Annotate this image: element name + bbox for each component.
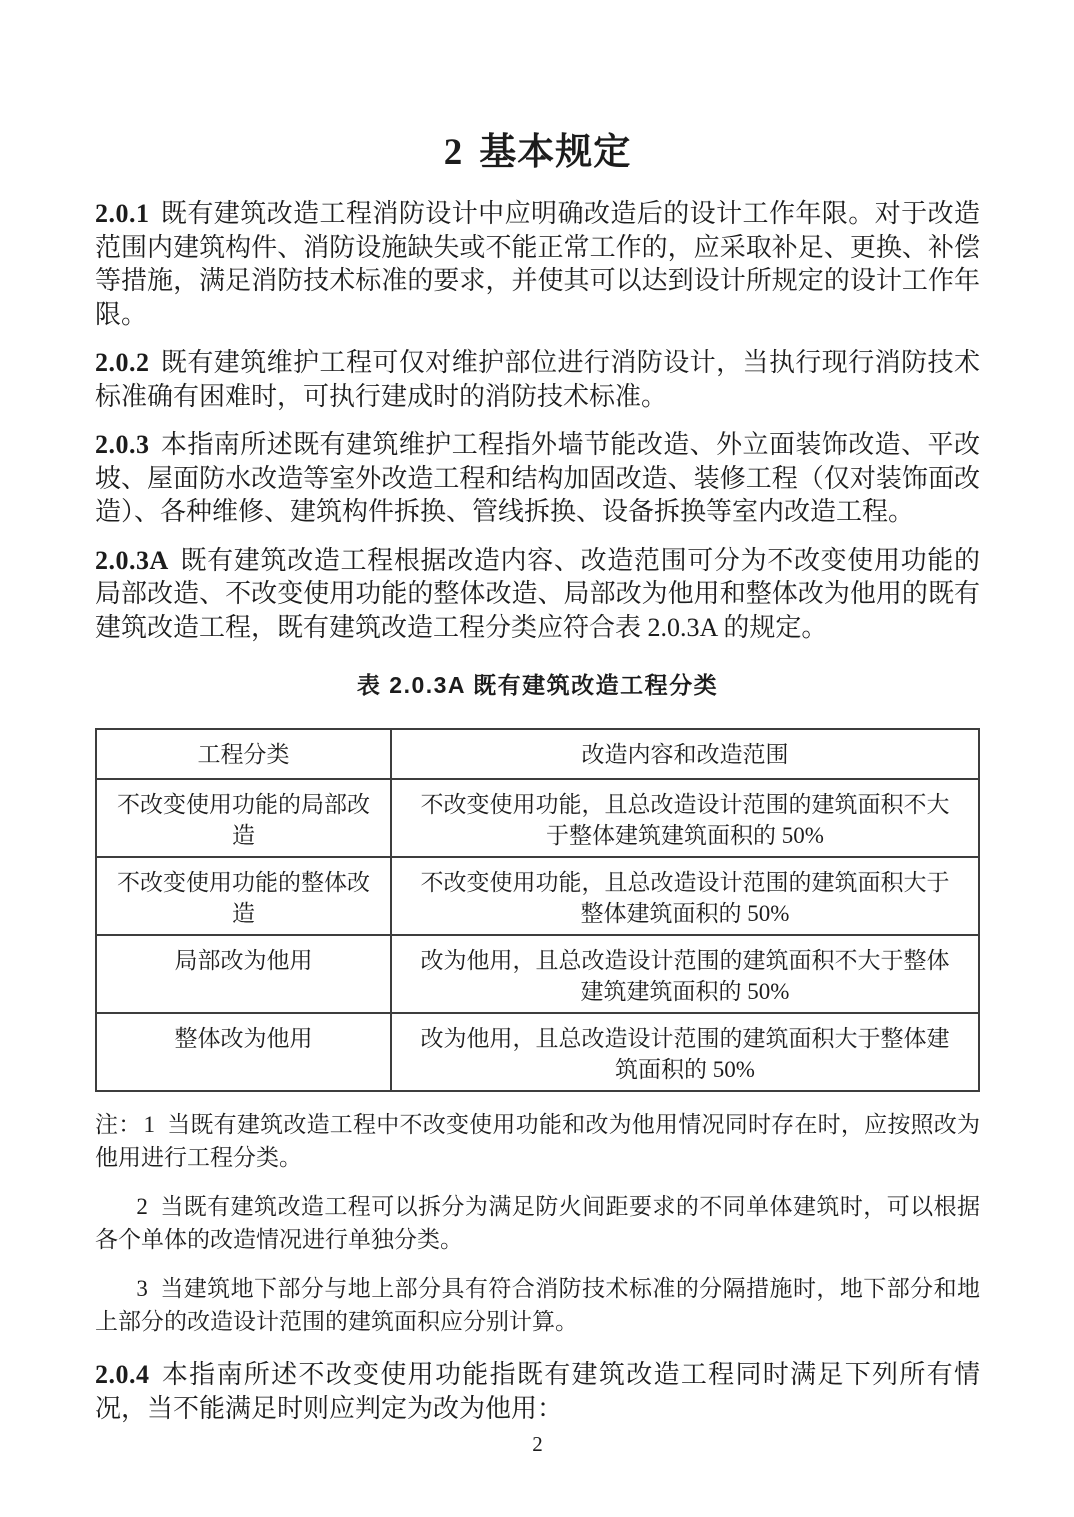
table-header-scope: 改造内容和改造范围 [391, 729, 979, 779]
clause-number: 2.0.4 [95, 1360, 150, 1389]
clause-text: 本指南所述既有建筑维护工程指外墙节能改造、外立面装饰改造、平改坡、屋面防水改造等室外改造工程和结构加固改造、装修工程（仅对装饰面改造）、各种维修、建筑构件拆换、管线拆换、设备拆换等室内改造工程。 [95, 430, 980, 526]
clause-text: 既有建筑维护工程可仅对维护部位进行消防设计，当执行现行消防技术标准确有困难时，可执行建成时的消防技术标准。 [95, 348, 980, 411]
table-row [96, 779, 979, 857]
clause-2-0-3A [95, 544, 980, 645]
clause-text: 既有建筑改造工程消防设计中应明确改造后的设计工作年限。对于改造范围内建筑构件、消防设施缺失或不能正常工作的，应采取补足、更换、补偿等措施，满足消防技术标准的要求，并使其可以达到设计所规定的设计工作年限。 [95, 199, 980, 329]
page-number: 2 [532, 1432, 543, 1456]
table-note-3 [95, 1272, 980, 1338]
cell-category: 局部改为他用 [96, 935, 391, 1013]
cell-category: 不改变使用功能的局部改造 [96, 779, 391, 857]
clause-number: 2.0.1 [95, 199, 150, 228]
clause-number: 2.0.2 [95, 348, 150, 377]
note-number: 1 [143, 1112, 155, 1137]
page-title [95, 133, 980, 173]
clause-number: 2.0.3 [95, 430, 150, 459]
table-row [96, 857, 979, 935]
cell-scope: 不改变使用功能，且总改造设计范围的建筑面积不大于整体建筑建筑面积的 50% [391, 779, 979, 857]
chapter-title-text: 基本规定 [479, 132, 632, 173]
clause-2-0-2 [95, 346, 980, 413]
cell-scope: 改为他用，且总改造设计范围的建筑面积大于整体建筑面积的 50% [391, 1013, 979, 1091]
cell-category: 不改变使用功能的整体改造 [96, 857, 391, 935]
table-caption: 表 2.0.3A 既有建筑改造工程分类 [356, 672, 719, 698]
note-text: 当既有建筑改造工程可以拆分为满足防火间距要求的不同单体建筑时，可以根据各个单体的改造情况进行单独分类。 [95, 1194, 980, 1252]
note-text: 当既有建筑改造工程中不改变使用功能和改为他用情况同时存在时，应按照改为他用进行工程分类。 [95, 1112, 981, 1170]
table-note-2 [95, 1190, 980, 1256]
table-row [96, 1013, 979, 1091]
cell-category: 整体改为他用 [96, 1013, 391, 1091]
clause-2-0-3 [95, 428, 980, 529]
cell-scope: 改为他用，且总改造设计范围的建筑面积不大于整体建筑建筑面积的 50% [391, 935, 979, 1013]
clause-2-0-4 [95, 1358, 980, 1425]
clause-text: 本指南所述不改变使用功能指既有建筑改造工程同时满足下列所有情况，当不能满足时则应判定为改为他用： [95, 1360, 980, 1423]
classification-table [95, 728, 980, 1092]
table-row [96, 935, 979, 1013]
note-number: 2 [136, 1194, 148, 1219]
clause-2-0-1 [95, 197, 980, 331]
note-number: 3 [136, 1276, 148, 1301]
clause-text: 既有建筑改造工程根据改造内容、改造范围可分为不改变使用功能的局部改造、不改变使用功能的整体改造、局部改为他用和整体改为他用的既有建筑改造工程，既有建筑改造工程分类应符合表 2.0.3A 的规定。 [95, 545, 980, 642]
note-text: 当建筑地下部分与地上部分具有符合消防技术标准的分隔措施时，地下部分和地上部分的改造设计范围的建筑面积应分别计算。 [95, 1276, 980, 1334]
clause-number: 2.0.3A [95, 545, 169, 575]
chapter-number: 2 [443, 132, 464, 173]
table-header-row [96, 729, 979, 779]
cell-scope: 不改变使用功能，且总改造设计范围的建筑面积大于整体建筑面积的 50% [391, 857, 979, 935]
table-header-category: 工程分类 [96, 729, 391, 779]
table-note-1 [95, 1108, 980, 1174]
note-prefix: 注： [95, 1112, 142, 1137]
